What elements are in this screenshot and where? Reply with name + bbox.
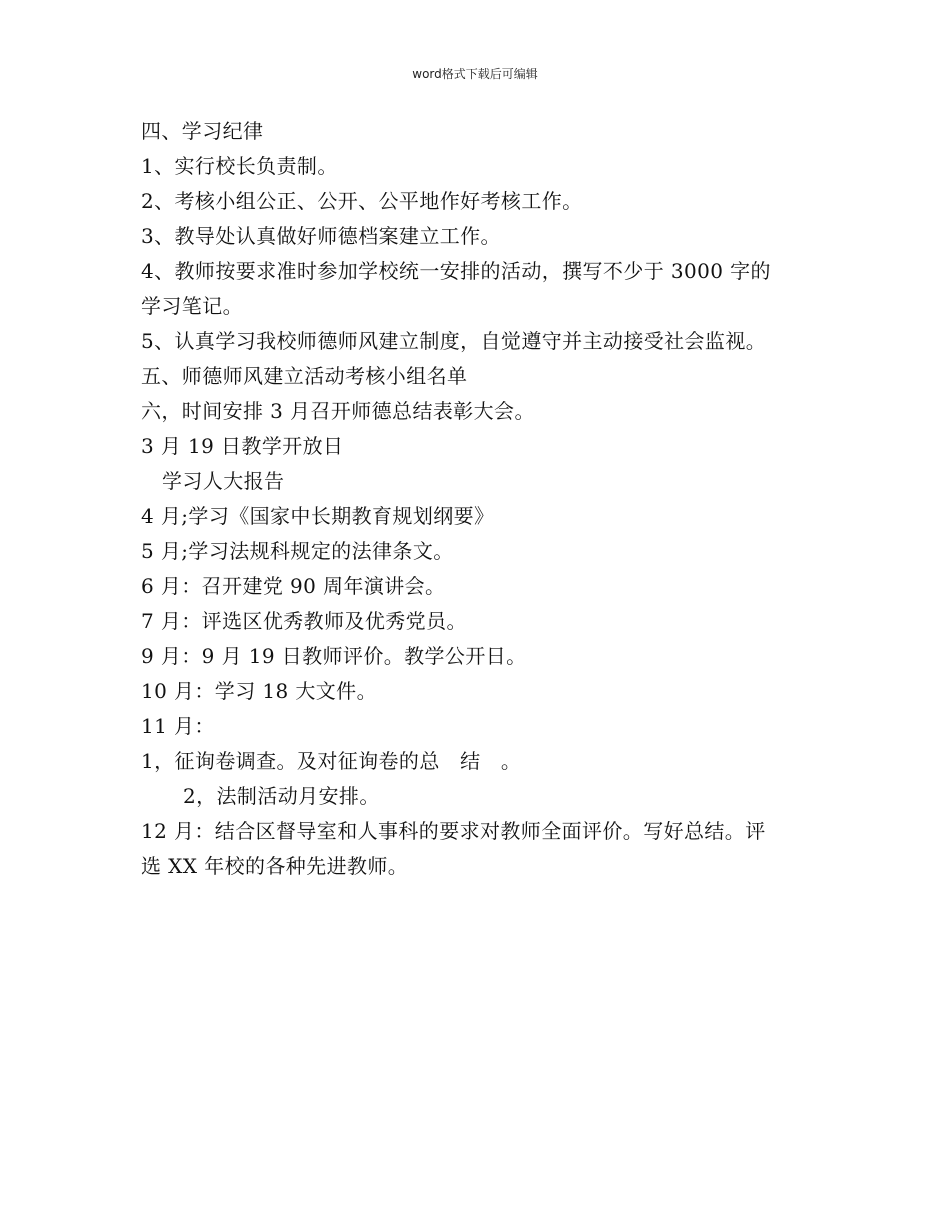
schedule-item: 10 月：学习 18 大文件。 <box>141 679 377 703</box>
schedule-item: 学习人大报告 <box>162 469 285 493</box>
list-item: 1、实行校长负责制。 <box>141 154 338 178</box>
page-header-note: word格式下载后可编辑 <box>412 67 538 81</box>
section-heading-committee: 五、师德师风建立活动考核小组名单 <box>141 364 468 388</box>
section-heading-schedule: 六，时间安排 3 月召开师德总结表彰大会。 <box>141 399 535 423</box>
schedule-item: 3 月 19 日教学开放日 <box>141 434 344 458</box>
section-heading-discipline: 四、学习纪律 <box>141 119 264 143</box>
list-item: 5、认真学习我校师德师风建立制度，自觉遵守并主动接受社会监视。 <box>141 329 767 353</box>
list-item-continuation: 学习笔记。 <box>141 294 243 318</box>
schedule-item: 12 月：结合区督导室和人事科的要求对教师全面评价。写好总结。评 <box>141 819 766 843</box>
schedule-subitem: 2，法制活动月安排。 <box>183 784 380 808</box>
schedule-subitem: 1，征询卷调查。及对征询卷的总 结 。 <box>141 749 522 773</box>
list-item: 3、教导处认真做好师德档案建立工作。 <box>141 224 501 248</box>
document-body <box>141 114 821 884</box>
list-item: 2、考核小组公正、公开、公平地作好考核工作。 <box>141 189 583 213</box>
schedule-item: 11 月： <box>141 714 215 738</box>
list-item: 4、教师按要求准时参加学校统一安排的活动，撰写不少于 3000 字的 <box>141 259 771 283</box>
schedule-item: 9 月：9 月 19 日教师评价。教学公开日。 <box>141 644 527 668</box>
schedule-item: 4 月;学习《国家中长期教育规划纲要》 <box>141 504 495 528</box>
schedule-item: 6 月：召开建党 90 周年演讲会。 <box>141 574 446 598</box>
schedule-item: 5 月;学习法规科规定的法律条文。 <box>141 539 454 563</box>
schedule-item: 7 月：评选区优秀教师及优秀党员。 <box>141 609 467 633</box>
schedule-item-continuation: 选 XX 年校的各种先进教师。 <box>141 854 409 878</box>
